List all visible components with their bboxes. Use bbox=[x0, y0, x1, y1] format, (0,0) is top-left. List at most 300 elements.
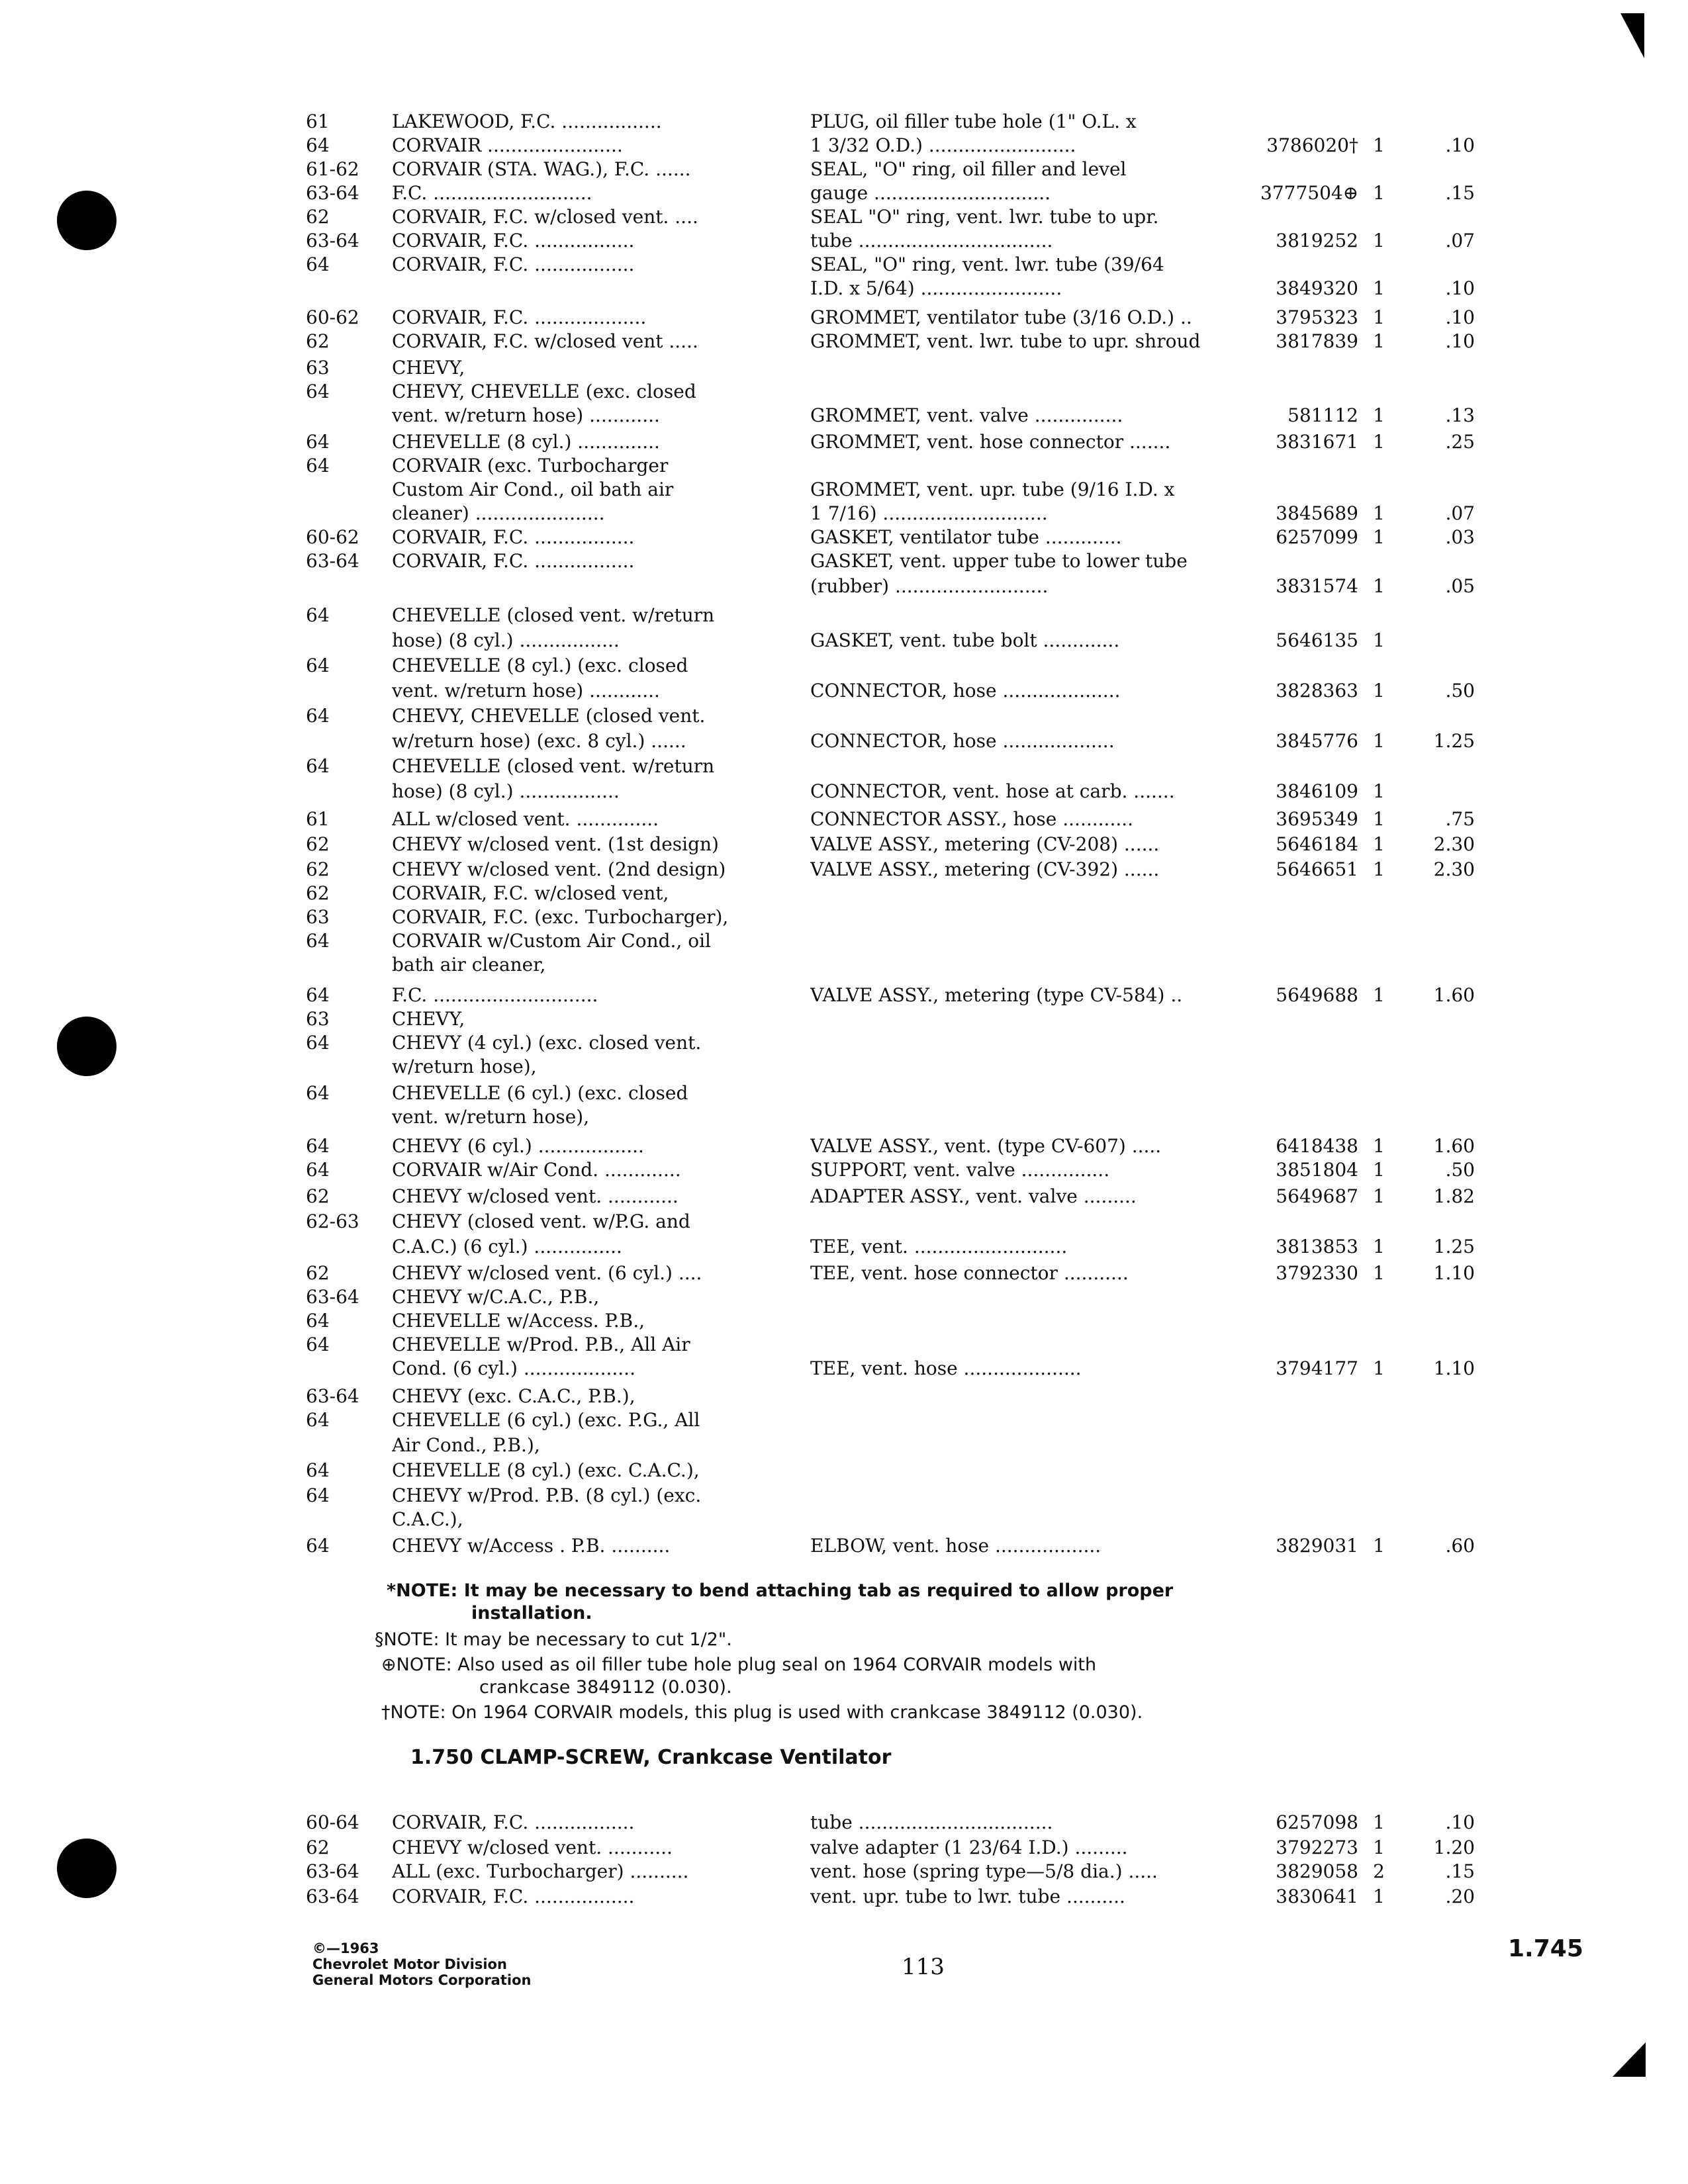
cell-year: 63-64 bbox=[306, 550, 359, 572]
cell-model: Cond. (6 cyl.) ................... bbox=[392, 1357, 635, 1379]
cell-desc: vent. hose (spring type—5/8 dia.) ..... bbox=[810, 1860, 1158, 1882]
cell-part: 6257099 bbox=[1276, 526, 1358, 548]
cell-price: .13 bbox=[1445, 404, 1475, 426]
cell-desc: CONNECTOR, hose ................... bbox=[810, 730, 1115, 752]
cell-desc: GROMMET, ventilator tube (3/16 O.D.) .. bbox=[810, 306, 1192, 328]
cell-year: 64 bbox=[306, 1459, 330, 1481]
cell-model: CORVAIR, F.C. ................. bbox=[392, 1886, 635, 1907]
cell-model: CHEVY w/closed vent. (2nd design) bbox=[392, 858, 726, 880]
cell-desc: tube ................................. bbox=[810, 230, 1053, 251]
cell-desc: PLUG, oil filler tube hole (1" O.L. x bbox=[810, 111, 1137, 132]
cell-model: CHEVY (closed vent. w/P.G. and bbox=[392, 1210, 690, 1232]
cell-part: 3792273 bbox=[1276, 1837, 1358, 1858]
cell-part: 3819252 bbox=[1276, 230, 1358, 251]
cell-qty: 1 bbox=[1373, 277, 1385, 299]
cell-model: ALL w/closed vent. .............. bbox=[392, 808, 659, 830]
cell-model: bath air cleaner, bbox=[392, 954, 546, 976]
cell-model: CORVAIR, F.C. ................. bbox=[392, 1811, 635, 1833]
cell-model: CORVAIR, F.C. w/closed vent ..... bbox=[392, 330, 698, 352]
cell-model: C.A.C.) (6 cyl.) ............... bbox=[392, 1236, 622, 1257]
table-row bbox=[0, 928, 1688, 954]
cell-price: .10 bbox=[1445, 306, 1475, 328]
table-row bbox=[0, 1332, 1688, 1358]
cell-price: 1.60 bbox=[1433, 1135, 1475, 1157]
cell-desc: VALVE ASSY., vent. (type CV-607) ..... bbox=[810, 1135, 1162, 1157]
cell-part: 581112 bbox=[1288, 404, 1358, 426]
cell-year: 64 bbox=[306, 1135, 330, 1157]
table-row bbox=[0, 1506, 1688, 1533]
cell-model: CHEVELLE w/Prod. P.B., All Air bbox=[392, 1334, 690, 1355]
cell-qty: 1 bbox=[1373, 182, 1385, 204]
cell-qty: 1 bbox=[1373, 808, 1385, 830]
cell-part: 3829058 bbox=[1276, 1860, 1358, 1882]
cell-qty: 1 bbox=[1373, 1535, 1385, 1557]
cell-qty: 1 bbox=[1373, 680, 1385, 702]
cell-year: 64 bbox=[306, 655, 330, 676]
clamp-table-row bbox=[0, 1884, 1688, 1910]
cell-desc: ADAPTER ASSY., vent. valve ......... bbox=[810, 1185, 1137, 1207]
cell-year: 60-62 bbox=[306, 306, 359, 328]
cell-desc: SUPPORT, vent. valve ............... bbox=[810, 1159, 1110, 1181]
cell-price: .03 bbox=[1445, 526, 1475, 548]
cell-model: CHEVY w/closed vent. ............ bbox=[392, 1185, 679, 1207]
cell-model: CORVAIR, F.C. ................. bbox=[392, 550, 635, 572]
cell-price: .10 bbox=[1445, 330, 1475, 352]
cell-model: w/return hose) (exc. 8 cyl.) ...... bbox=[392, 730, 686, 752]
table-row bbox=[0, 1383, 1688, 1410]
cell-model: CHEVELLE (closed vent. w/return bbox=[392, 604, 715, 626]
cell-desc: SEAL "O" ring, vent. lwr. tube to upr. bbox=[810, 206, 1159, 228]
cell-qty: 1 bbox=[1373, 1159, 1385, 1181]
table-row bbox=[0, 379, 1688, 405]
cell-model: ALL (exc. Turbocharger) .......... bbox=[392, 1860, 689, 1882]
cell-year: 64 bbox=[306, 930, 330, 952]
table-row bbox=[0, 1407, 1688, 1433]
cell-model: CHEVY (exc. C.A.C., P.B.), bbox=[392, 1385, 635, 1407]
cell-desc: GASKET, ventilator tube ............. bbox=[810, 526, 1122, 548]
cell-desc: GASKET, vent. tube bolt ............. bbox=[810, 629, 1120, 651]
cell-year: 62 bbox=[306, 882, 330, 904]
cell-year: 62 bbox=[306, 330, 330, 352]
table-row bbox=[0, 548, 1688, 574]
cell-year: 60-62 bbox=[306, 526, 359, 548]
table-row bbox=[0, 806, 1688, 833]
note-oplus-cont: crankcase 3849112 (0.030). bbox=[479, 1677, 732, 1698]
table-row bbox=[0, 1054, 1688, 1080]
cell-year: 64 bbox=[306, 1159, 330, 1181]
cell-desc: VALVE ASSY., metering (CV-392) ...... bbox=[810, 858, 1160, 880]
table-row bbox=[0, 251, 1688, 278]
cell-year: 63-64 bbox=[306, 1385, 359, 1407]
table-row bbox=[0, 1284, 1688, 1310]
table-row bbox=[0, 1208, 1688, 1235]
cell-price: 1.25 bbox=[1433, 730, 1475, 752]
cell-model: CHEVY w/Access . P.B. .......... bbox=[392, 1535, 671, 1557]
cell-model: CORVAIR (STA. WAG.), F.C. ...... bbox=[392, 158, 691, 180]
table-row bbox=[0, 952, 1688, 978]
cell-year: 64 bbox=[306, 1484, 330, 1506]
cell-price: .25 bbox=[1445, 431, 1475, 453]
cell-part: 3795323 bbox=[1276, 306, 1358, 328]
cell-part: 3813853 bbox=[1276, 1236, 1358, 1257]
table-row bbox=[0, 429, 1688, 455]
cell-qty: 1 bbox=[1373, 526, 1385, 548]
cell-year: 64 bbox=[306, 253, 330, 275]
cell-year: 60-64 bbox=[306, 1811, 359, 1833]
cell-year: 64 bbox=[306, 984, 330, 1006]
cell-model: CHEVELLE (6 cyl.) (exc. closed bbox=[392, 1082, 688, 1104]
cell-part: 3830641 bbox=[1276, 1886, 1358, 1907]
cell-qty: 1 bbox=[1373, 330, 1385, 352]
cell-year: 63-64 bbox=[306, 230, 359, 251]
note-asterisk-cont: installation. bbox=[471, 1603, 592, 1623]
cell-desc: VALVE ASSY., metering (CV-208) ...... bbox=[810, 833, 1160, 855]
cell-desc: TEE, vent. hose .................... bbox=[810, 1357, 1082, 1379]
cell-part: 3828363 bbox=[1276, 680, 1358, 702]
cell-part: 3777504⊕ bbox=[1260, 182, 1359, 204]
cell-price: .10 bbox=[1445, 134, 1475, 156]
cell-model: F.C. ............................ bbox=[392, 984, 598, 1006]
cell-desc: CONNECTOR ASSY., hose ............ bbox=[810, 808, 1134, 830]
cell-year: 64 bbox=[306, 1535, 330, 1557]
cell-qty: 1 bbox=[1373, 230, 1385, 251]
table-row bbox=[0, 703, 1688, 729]
table-row bbox=[0, 653, 1688, 679]
cell-desc: valve adapter (1 23/64 I.D.) ......... bbox=[810, 1837, 1128, 1858]
copyright bbox=[312, 1940, 531, 1988]
table-row bbox=[0, 1457, 1688, 1484]
cell-part: 5649688 bbox=[1276, 984, 1358, 1006]
cell-desc: GROMMET, vent. hose connector ....... bbox=[810, 431, 1171, 453]
cell-part: 3849320 bbox=[1276, 277, 1358, 299]
cell-model: CHEVELLE (6 cyl.) (exc. P.G., All bbox=[392, 1409, 700, 1431]
table-row bbox=[0, 1308, 1688, 1334]
cell-model: CHEVY w/closed vent. (1st design) bbox=[392, 833, 719, 855]
cell-desc: ELBOW, vent. hose .................. bbox=[810, 1535, 1102, 1557]
cell-qty: 1 bbox=[1373, 306, 1385, 328]
cell-qty: 1 bbox=[1373, 134, 1385, 156]
table-row bbox=[0, 1482, 1688, 1509]
cell-model: CHEVY w/closed vent. (6 cyl.) .... bbox=[392, 1262, 702, 1284]
cell-desc: 1 3/32 O.D.) ......................... bbox=[810, 134, 1076, 156]
table-row bbox=[0, 109, 1688, 135]
note-dagger: †NOTE: On 1964 CORVAIR models, this plug is used with crankcase 3849112 (0.030). bbox=[381, 1702, 1143, 1723]
cell-qty: 1 bbox=[1373, 1135, 1385, 1157]
cell-year: 61-62 bbox=[306, 158, 359, 180]
table-row bbox=[0, 1533, 1688, 1559]
cell-price: .15 bbox=[1445, 1860, 1475, 1882]
cell-desc: GROMMET, vent. lwr. tube to upr. shroud bbox=[810, 330, 1201, 352]
cell-model: CORVAIR ....................... bbox=[392, 134, 623, 156]
table-row bbox=[0, 1183, 1688, 1210]
cell-qty: 1 bbox=[1373, 780, 1385, 802]
cell-model: vent. w/return hose) ............ bbox=[392, 680, 660, 702]
cell-price: 1.20 bbox=[1433, 1837, 1475, 1858]
table-row bbox=[0, 1157, 1688, 1183]
note-section: §NOTE: It may be necessary to cut 1/2". bbox=[375, 1629, 732, 1650]
cell-model: vent. w/return hose) ............ bbox=[392, 404, 660, 426]
cell-part: 3851804 bbox=[1276, 1159, 1358, 1181]
table-row bbox=[0, 402, 1688, 429]
cell-part: 3846109 bbox=[1276, 780, 1358, 802]
table-row bbox=[0, 880, 1688, 907]
copyright-line: General Motors Corporation bbox=[312, 1972, 532, 1988]
cell-model: CORVAIR, F.C. ................... bbox=[392, 306, 647, 328]
cell-part: 3831671 bbox=[1276, 431, 1358, 453]
cell-year: 62 bbox=[306, 1837, 330, 1858]
cell-year: 64 bbox=[306, 1082, 330, 1104]
cell-year: 61 bbox=[306, 111, 330, 132]
cell-model: F.C. ........................... bbox=[392, 182, 592, 204]
cell-part: 3695349 bbox=[1276, 808, 1358, 830]
cell-year: 64 bbox=[306, 455, 330, 477]
cell-part: 3786020† bbox=[1266, 134, 1358, 156]
cell-price: .75 bbox=[1445, 808, 1475, 830]
cell-part: 3831574 bbox=[1276, 575, 1358, 597]
cell-desc: GROMMET, vent. upr. tube (9/16 I.D. x bbox=[810, 478, 1175, 500]
cell-price: 1.10 bbox=[1433, 1357, 1475, 1379]
table-row bbox=[0, 204, 1688, 230]
cell-model: CORVAIR w/Air Cond. ............. bbox=[392, 1159, 681, 1181]
cell-qty: 1 bbox=[1373, 1357, 1385, 1379]
corner-mark-top-icon bbox=[1615, 13, 1648, 60]
cell-model: vent. w/return hose), bbox=[392, 1106, 590, 1128]
cell-qty: 1 bbox=[1373, 1262, 1385, 1284]
table-row bbox=[0, 831, 1688, 858]
cell-model: CORVAIR, F.C. ................. bbox=[392, 526, 635, 548]
cell-year: 62-63 bbox=[306, 1210, 359, 1232]
cell-price: 1.60 bbox=[1433, 984, 1475, 1006]
cell-part: 3817839 bbox=[1276, 330, 1358, 352]
cell-model: CORVAIR, F.C. w/closed vent. .... bbox=[392, 206, 698, 228]
cell-model: CHEVY (4 cyl.) (exc. closed vent. bbox=[392, 1032, 702, 1054]
table-row bbox=[0, 477, 1688, 503]
cell-desc: CONNECTOR, vent. hose at carb. ....... bbox=[810, 780, 1175, 802]
cell-desc: vent. upr. tube to lwr. tube .......... bbox=[810, 1886, 1125, 1907]
cell-year: 62 bbox=[306, 1185, 330, 1207]
cell-model: CORVAIR (exc. Turbocharger bbox=[392, 455, 669, 477]
cell-model: CHEVY w/closed vent. ........... bbox=[392, 1837, 673, 1858]
cell-qty: 1 bbox=[1373, 730, 1385, 752]
cell-model: CHEVY (6 cyl.) .................. bbox=[392, 1135, 644, 1157]
table-row bbox=[0, 1260, 1688, 1287]
cell-year: 63 bbox=[306, 906, 330, 928]
cell-model: hose) (8 cyl.) ................. bbox=[392, 629, 620, 651]
note-oplus: ⊕NOTE: Also used as oil filler tube hole plug seal on 1964 CORVAIR models with bbox=[381, 1655, 1097, 1675]
page-number: 113 bbox=[902, 1954, 945, 1980]
cell-qty: 1 bbox=[1373, 984, 1385, 1006]
cell-qty: 1 bbox=[1373, 1185, 1385, 1207]
section-title: 1.750 CLAMP-SCREW, Crankcase Ventilator bbox=[410, 1746, 892, 1769]
cell-qty: 1 bbox=[1373, 575, 1385, 597]
cell-model: CHEVY, bbox=[392, 357, 465, 379]
cell-desc: VALVE ASSY., metering (type CV-584) .. bbox=[810, 984, 1183, 1006]
cell-price: 1.10 bbox=[1433, 1262, 1475, 1284]
table-row bbox=[0, 982, 1688, 1009]
table-row bbox=[0, 1133, 1688, 1160]
cell-year: 64 bbox=[306, 1409, 330, 1431]
cell-model: CHEVY, bbox=[392, 1008, 465, 1030]
cell-model: CHEVY w/Prod. P.B. (8 cyl.) (exc. bbox=[392, 1484, 702, 1506]
cell-model: CHEVY, CHEVELLE (exc. closed bbox=[392, 381, 696, 402]
table-row bbox=[0, 132, 1688, 159]
cell-qty: 2 bbox=[1373, 1860, 1385, 1882]
cell-qty: 1 bbox=[1373, 833, 1385, 855]
cell-desc: TEE, vent. .......................... bbox=[810, 1236, 1068, 1257]
cell-price: .50 bbox=[1445, 680, 1475, 702]
table-row bbox=[0, 627, 1688, 654]
table-row bbox=[0, 1432, 1688, 1459]
cell-qty: 1 bbox=[1373, 1236, 1385, 1257]
cell-qty: 1 bbox=[1373, 1886, 1385, 1907]
cell-year: 64 bbox=[306, 1310, 330, 1332]
table-row bbox=[0, 524, 1688, 551]
cell-model: LAKEWOOD, F.C. ................. bbox=[392, 111, 662, 132]
table-row bbox=[0, 1080, 1688, 1107]
cell-qty: 1 bbox=[1373, 1837, 1385, 1858]
cell-part: 3792330 bbox=[1276, 1262, 1358, 1284]
cell-price: .20 bbox=[1445, 1886, 1475, 1907]
table-row bbox=[0, 1104, 1688, 1130]
corner-mark-bottom-icon bbox=[1611, 2041, 1647, 2078]
section-number: 1.745 bbox=[1508, 1935, 1583, 1962]
cell-model: CHEVELLE (8 cyl.) (exc. closed bbox=[392, 655, 688, 676]
cell-model: hose) (8 cyl.) ................. bbox=[392, 780, 620, 802]
cell-year: 64 bbox=[306, 1334, 330, 1355]
cell-part: 5646651 bbox=[1276, 858, 1358, 880]
cell-desc: GROMMET, vent. valve ............... bbox=[810, 404, 1123, 426]
cell-price: .15 bbox=[1445, 182, 1475, 204]
cell-model: CHEVELLE w/Access. P.B., bbox=[392, 1310, 645, 1332]
cell-price: .10 bbox=[1445, 1811, 1475, 1833]
cell-year: 64 bbox=[306, 134, 330, 156]
clamp-table-row bbox=[0, 1858, 1688, 1885]
table-row bbox=[0, 753, 1688, 780]
table-row bbox=[0, 1006, 1688, 1032]
table-row bbox=[0, 728, 1688, 754]
cell-qty: 1 bbox=[1373, 404, 1385, 426]
table-row bbox=[0, 778, 1688, 805]
cell-model: CORVAIR, F.C. ................. bbox=[392, 253, 635, 275]
cell-part: 5646184 bbox=[1276, 833, 1358, 855]
cell-desc: gauge .............................. bbox=[810, 182, 1051, 204]
cell-year: 62 bbox=[306, 833, 330, 855]
cell-qty: 1 bbox=[1373, 431, 1385, 453]
cell-year: 63 bbox=[306, 1008, 330, 1030]
table-row bbox=[0, 856, 1688, 883]
cell-part: 5646135 bbox=[1276, 629, 1358, 651]
cell-model: Custom Air Cond., oil bath air bbox=[392, 478, 674, 500]
cell-model: CHEVELLE (8 cyl.) .............. bbox=[392, 431, 660, 453]
clamp-table-row bbox=[0, 1809, 1688, 1836]
cell-year: 64 bbox=[306, 705, 330, 727]
table-row bbox=[0, 500, 1688, 527]
cell-model: CORVAIR w/Custom Air Cond., oil bbox=[392, 930, 712, 952]
table-row bbox=[0, 156, 1688, 183]
cell-model: CHEVELLE (8 cyl.) (exc. C.A.C.), bbox=[392, 1459, 700, 1481]
clamp-table-row bbox=[0, 1835, 1688, 1861]
cell-year: 63-64 bbox=[306, 1286, 359, 1308]
cell-part: 5649687 bbox=[1276, 1185, 1358, 1207]
cell-model: CORVAIR, F.C. w/closed vent, bbox=[392, 882, 669, 904]
cell-year: 63-64 bbox=[306, 182, 359, 204]
table-row bbox=[0, 1234, 1688, 1260]
cell-price: 1.82 bbox=[1433, 1185, 1475, 1207]
cell-model: CORVAIR, F.C. ................. bbox=[392, 230, 635, 251]
cell-year: 63-64 bbox=[306, 1860, 359, 1882]
cell-part: 3845776 bbox=[1276, 730, 1358, 752]
cell-desc: (rubber) .......................... bbox=[810, 575, 1049, 597]
cell-part: 3845689 bbox=[1276, 502, 1358, 524]
cell-qty: 1 bbox=[1373, 1811, 1385, 1833]
cell-part: 6257098 bbox=[1276, 1811, 1358, 1833]
cell-desc: I.D. x 5/64) ........................ bbox=[810, 277, 1062, 299]
cell-part: 3829031 bbox=[1276, 1535, 1358, 1557]
copyright-line: Chevrolet Motor Division bbox=[312, 1956, 507, 1972]
cell-price: .50 bbox=[1445, 1159, 1475, 1181]
table-row bbox=[0, 228, 1688, 254]
cell-model: CHEVY w/C.A.C., P.B., bbox=[392, 1286, 600, 1308]
cell-year: 62 bbox=[306, 206, 330, 228]
cell-qty: 1 bbox=[1373, 629, 1385, 651]
cell-year: 62 bbox=[306, 1262, 330, 1284]
cell-desc: CONNECTOR, hose .................... bbox=[810, 680, 1121, 702]
cell-year: 64 bbox=[306, 604, 330, 626]
cell-year: 64 bbox=[306, 755, 330, 777]
cell-year: 61 bbox=[306, 808, 330, 830]
cell-price: .05 bbox=[1445, 575, 1475, 597]
cell-model: C.A.C.), bbox=[392, 1508, 463, 1530]
cell-model: CORVAIR, F.C. (exc. Turbocharger), bbox=[392, 906, 729, 928]
table-row bbox=[0, 678, 1688, 704]
cell-qty: 1 bbox=[1373, 502, 1385, 524]
note-asterisk: *NOTE: It may be necessary to bend attaching tab as required to allow proper bbox=[387, 1580, 1174, 1601]
cell-year: 64 bbox=[306, 431, 330, 453]
cell-desc: SEAL, "O" ring, vent. lwr. tube (39/64 bbox=[810, 253, 1164, 275]
cell-desc: tube ................................. bbox=[810, 1811, 1053, 1833]
cell-year: 64 bbox=[306, 381, 330, 402]
cell-part: 6418438 bbox=[1276, 1135, 1358, 1157]
cell-qty: 1 bbox=[1373, 858, 1385, 880]
cell-price: 2.30 bbox=[1433, 858, 1475, 880]
cell-desc: SEAL, "O" ring, oil filler and level bbox=[810, 158, 1127, 180]
table-row bbox=[0, 328, 1688, 355]
cell-desc: TEE, vent. hose connector ........... bbox=[810, 1262, 1129, 1284]
cell-price: .07 bbox=[1445, 502, 1475, 524]
table-row bbox=[0, 904, 1688, 931]
cell-model: w/return hose), bbox=[392, 1056, 537, 1077]
copyright-line: ©—1963 bbox=[312, 1940, 379, 1956]
cell-year: 64 bbox=[306, 1032, 330, 1054]
cell-year: 63-64 bbox=[306, 1886, 359, 1907]
cell-year: 62 bbox=[306, 858, 330, 880]
table-row bbox=[0, 304, 1688, 331]
table-row bbox=[0, 453, 1688, 479]
table-row bbox=[0, 355, 1688, 381]
cell-price: 2.30 bbox=[1433, 833, 1475, 855]
cell-part: 3794177 bbox=[1276, 1357, 1358, 1379]
table-row bbox=[0, 1355, 1688, 1382]
cell-model: cleaner) ...................... bbox=[392, 502, 605, 524]
table-row bbox=[0, 275, 1688, 302]
cell-price: .07 bbox=[1445, 230, 1475, 251]
cell-model: CHEVELLE (closed vent. w/return bbox=[392, 755, 715, 777]
table-row bbox=[0, 602, 1688, 629]
table-row bbox=[0, 180, 1688, 206]
cell-year: 63 bbox=[306, 357, 330, 379]
cell-price: 1.25 bbox=[1433, 1236, 1475, 1257]
table-row bbox=[0, 573, 1688, 600]
